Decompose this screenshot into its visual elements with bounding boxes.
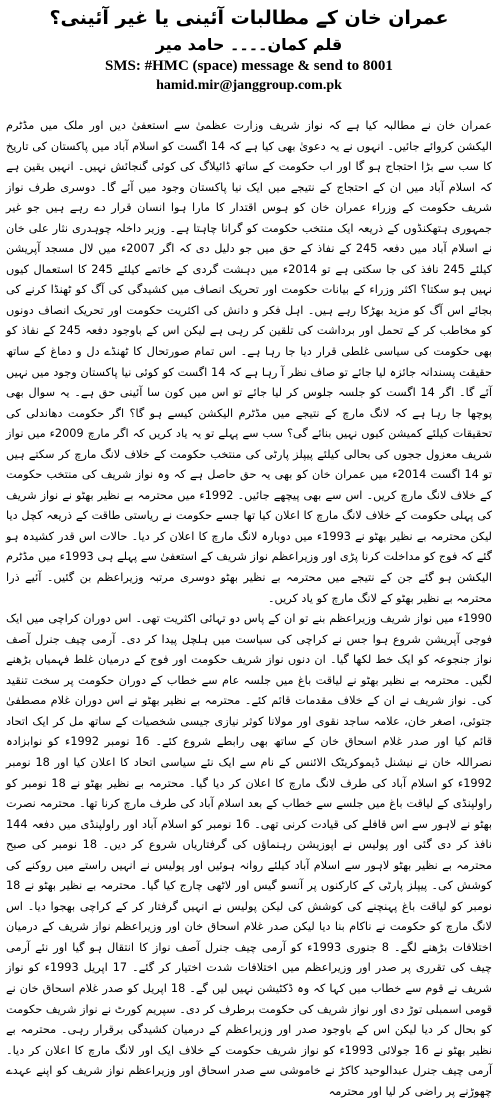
article-body [6, 116, 493, 1098]
article-title: عمران خان کے مطالبات آئینی یا غیر آئینی؟ [49, 7, 449, 29]
article-header [0, 0, 498, 112]
author-email: hamid.mir@janggroup.com.pk [156, 78, 342, 93]
article-paragraph: عمران خان نے مطالبہ کیا ہے کہ نواز شریف وزارت عظمیٰ سے استعفیٰ دیں اور ملک میں مڈٹرم الیکشن کروائے جائیں۔ انہوں نے یہ دعویٰ بھی کیا ہے کہ 14 اگست کو اسلام آباد میں پاکستان کی تاریخ کا سب سے بڑا احتجاج ہو گا اور اب حکومت کے ساتھ ڈائیلاگ کی کوئی گنجائش نہیں۔ انہیں یقین ہے کہ اسلام آباد میں ان کے احتجاج کے نتیجے میں ایک نیا پاکستان وجود میں آئے گا۔ دوسری طرف نواز شریف حکومت کے وزراء عمران خان کو ہوس اقتدار کا مارا ہوا انسان قرار دے رہے ہیں جو غیر جمہوری ہتھکنڈوں کے ذریعہ ایک منتخب حکومت کو گرانا چاہتا ہے۔ وزیر داخلہ چوہدری نثار علی خان نے اسلام آباد میں دفعہ 245 کے نفاذ کے حق میں جو دلیل دی کہ اگر 2007ء میں لال مسجد آپریشن کیلئے 245 نافذ کی جا سکتی ہے تو 2014ء میں دہشت گردی کے خاتمے کیلئے 245 کا استعمال کیوں نہیں ہو سکتا؟ اکثر وزراء کے بیانات حکومت اور تحریک انصاف میں کشیدگی کی آگ کو ٹھنڈا کرنے کی بجائے اس آگ کو مزید بھڑکا رہے ہیں۔ اہل فکر و دانش کی اکثریت حکومت اور تحریک انصاف دونوں کو مخاطب کر کے تحمل اور برداشت کی تلقین کر رہی ہے لیکن اس کے باوجود دفعہ 245 کے نفاذ کو بھی حکومت کی سیاسی غلطی قرار دیا جا رہا ہے۔ اس تمام صورتحال کا ٹھنڈے دل و دماغ کے ساتھ حقیقت پسندانہ جائزہ لیا جائے تو صاف نظر آ رہا ہے کہ 14 اگست کو کوئی نیا پاکستان وجود میں نہیں آئے گا۔ اگر 14 اگست کو جلسہ جلوس کر لیا جائے تو اس میں کون سا آئینی حق ہے۔ یہ سوال بھی پوچھا جا رہا ہے کہ لانگ مارچ کے نتیجے میں مڈٹرم الیکشن کیسے ہو گا؟ اگر حکومت دھاندلی کی تحقیقات کیلئے کمیشن کیوں نہیں بنائے گی؟ سب سے پہلے تو یہ یاد کریں کہ اگر مارچ 2009ء میں نواز شریف معزول ججوں کی بحالی کیلئے پیپلز پارٹی کی منتخب حکومت کے خلاف لانگ مارچ کر سکتے ہیں تو 14 اگست 2014ء میں عمران خان کو بھی یہ حق حاصل ہے کہ وہ نواز شریف کی منتخب حکومت کے خلاف لانگ مارچ کریں۔ اس سے بھی پیچھے جائیں۔ 1992ء میں محترمہ بے نظیر بھٹو نے نواز شریف کی پہلی حکومت کے خلاف لانگ مارچ کا اعلان کیا تھا جسے حکومت نے ریاستی طاقت کے ذریعہ کچل دیا لیکن محترمہ بے نظیر بھٹو نے 1993ء میں دوبارہ لانگ مارچ کا اعلان کر دیا۔ حالات اس قدر کشیدہ ہو گئے کہ فوج کو مداخلت کرنا پڑی اور وزیراعظم نواز شریف کے استعفیٰ سے پہلے ہی 1993ء میں مڈٹرم الیکشن ہو گئے جن کے نتیجے میں محترمہ بے نظیر بھٹو دوسری مرتبہ وزیراعظم بن گئیں۔ آئیے ذرا محترمہ بے نظیر بھٹو کے لانگ مارچ کو یاد کریں۔ [6, 119, 493, 605]
article-paragraph: 1990ء میں نواز شریف وزیراعظم بنے تو ان کے پاس دو تہائی اکثریت تھی۔ اس دوران کراچی میں ایک فوجی آپریشن شروع ہوا جس نے کراچی کی سیاست میں ہلچل پیدا کر دی۔ آرمی چیف جنرل آصف نواز جنجوعہ کو ایک خط لکھا گیا۔ ان دنوں نواز شریف حکومت اور فوج کے درمیان غلط فہمیاں بڑھنے لگیں۔ محترمہ بے نظیر بھٹو نے لیاقت باغ میں جلسہ عام سے خطاب کے دوران حکومت پر سخت تنقید کی۔ نواز شریف نے ان کے خلاف مقدمات قائم کئے۔ محترمہ بے نظیر بھٹو نے اس دوران غلام مصطفیٰ جتوئی، اصغر خان، علامہ ساجد نقوی اور مولانا کوثر نیازی جیسی شخصیات کے ساتھ مل کر ایک اتحاد قائم کیا اور صدر غلام اسحاق خان کے ساتھ بھی رابطے شروع کئے۔ 16 نومبر 1992ء کو نوابزادہ نصراللہ خان نے نیشنل ڈیموکریٹک الائنس کے نام سے ایک نئے سیاسی اتحاد کا اعلان کیا اور 18 نومبر 1992ء کو اسلام آباد کی طرف لانگ مارچ کا اعلان کر دیا گیا۔ محترمہ بے نظیر بھٹو نے 18 نومبر کو راولپنڈی کے لیاقت باغ میں جلسے سے خطاب کے بعد اسلام آباد کی طرف مارچ کرنا تھا۔ محترمہ نصرت بھٹو نے لاہور سے اس قافلے کی قیادت کرنی تھی۔ 16 نومبر کو اسلام آباد اور راولپنڈی میں دفعہ 144 نافذ کر دی گئی اور پولیس نے اپوزیشن رہنماؤں کی گرفتاریاں شروع کر دیں۔ 18 نومبر کی صبح محترمہ بے نظیر بھٹو لاہور سے اسلام آباد کیلئے روانہ ہوئیں اور پولیس نے انہیں راستے میں روکنے کی کوشش کی۔ پیپلز پارٹی کے کارکنوں پر آنسو گیس اور لاٹھی چارج کیا گیا۔ محترمہ بے نظیر بھٹو نے 18 نومبر کو لیاقت باغ پہنچنے کی کوشش کی لیکن پولیس نے انہیں گرفتار کر کے کراچی بھجوا دیا۔ اس لانگ مارچ کو حکومت نے ناکام بنا دیا لیکن صدر غلام اسحاق خان اور وزیراعظم نواز شریف کے درمیان اختلافات بڑھنے لگے۔ 8 جنوری 1993ء کو آرمی چیف جنرل آصف نواز کا انتقال ہو گیا اور نئے آرمی چیف کی تقرری پر صدر اور وزیراعظم میں اختلافات شدت اختیار کر گئے۔ 17 اپریل 1993ء کو نواز شریف نے قوم سے خطاب میں کہا کہ وہ ڈکٹیشن نہیں لیں گے۔ 18 اپریل کو صدر غلام اسحاق خان نے قومی اسمبلی توڑ دی اور نواز شریف کی حکومت برطرف کر دی۔ سپریم کورٹ نے نواز شریف حکومت کو بحال کر دیا لیکن اس کے باوجود صدر اور وزیراعظم کے درمیان کشیدگی برقرار رہی۔ محترمہ بے نظیر بھٹو نے 16 جولائی 1993ء کو نواز شریف حکومت کے خلاف ایک اور لانگ مارچ کا اعلان کر دیا۔ آرمی چیف جنرل عبدالوحید کاکڑ نے خاموشی سے صدر اسحاق اور وزیراعظم نواز شریف کو اپنے عہدے چھوڑنے پر راضی کر لیا اور محترمہ [6, 612, 493, 1098]
column-byline: قلم کمان۔۔۔۔ حامد میر [155, 35, 343, 54]
sms-instructions: SMS: #HMC (space) message & send to 8001 [105, 58, 393, 74]
